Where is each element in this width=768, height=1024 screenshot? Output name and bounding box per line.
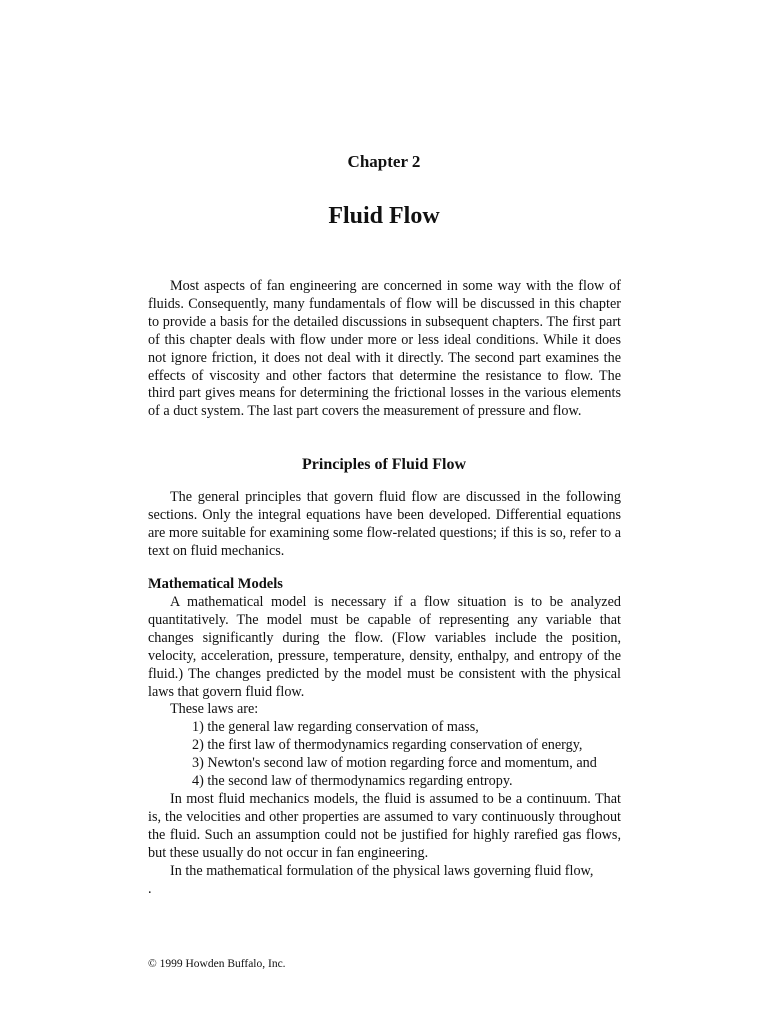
intro-paragraph: Most aspects of fan engineering are concerned in some way with the flow of fluids. Consequently, many fundamentals of flow will be discussed in this chapter to provide a basis for the detailed discussions in subsequent chapters. The first part of this chapter deals with flow under more or less ideal conditions. While it does not ignore friction, it does not deal with it directly. The second part examines the effects of viscosity and other factors that determine the resistance to flow. The third part gives means for determining the frictional losses in the various elements of a duct system. The last part covers the measurement of pressure and flow.: [148, 278, 621, 420]
subheading: Mathematical Models: [148, 576, 283, 592]
list-item: 2) the first law of thermodynamics regarding conservation of energy,: [192, 737, 583, 754]
models-section: [148, 594, 621, 898]
chapter-title: Fluid Flow: [328, 203, 440, 229]
list-item: 1) the general law regarding conservation of mass,: [192, 719, 479, 736]
principles-paragraph: The general principles that govern fluid flow are discussed in the following sections. Only the integral equations have been developed. Differential equations are more suitable for examining some flow-related questions; if this is so, refer to a text on fluid mechanics.: [148, 489, 621, 559]
chapter-label: Chapter 2: [347, 152, 421, 171]
principles-section: [148, 489, 621, 561]
intro-section: [148, 278, 621, 421]
laws-list: [148, 719, 621, 791]
models-paragraph: A mathematical model is necessary if a flow situation is to be analyzed quantitatively. The model must be capable of representing any variable that changes significantly during the flow. (Flow variables include the position, velocity, acceleration, pressure, temperature, density, enthalpy, and entropy of the fluid.) The changes predicted by the model must be consistent with the physical laws that govern fluid flow.: [148, 594, 621, 700]
formulation-paragraph: In the mathematical formulation of the physical laws governing fluid flow,: [170, 862, 594, 879]
laws-intro: These laws are:: [170, 701, 259, 718]
section-heading: Principles of Fluid Flow: [302, 456, 466, 473]
continuum-paragraph: In most fluid mechanics models, the fluid is assumed to be a continuum. That is, the velocities and other properties are assumed to vary continuously throughout the fluid. Such an assumption could not be justified for highly rarefied gas flows, but these usually do not occur in fan engineering.: [148, 790, 621, 861]
copyright-footer: © 1999 Howden Buffalo, Inc.: [148, 958, 286, 970]
list-item: 4) the second law of thermodynamics regarding entropy.: [192, 773, 513, 790]
list-item: 3) Newton's second law of motion regarding force and momentum, and: [192, 755, 597, 772]
trailing-mark: .: [148, 880, 152, 897]
